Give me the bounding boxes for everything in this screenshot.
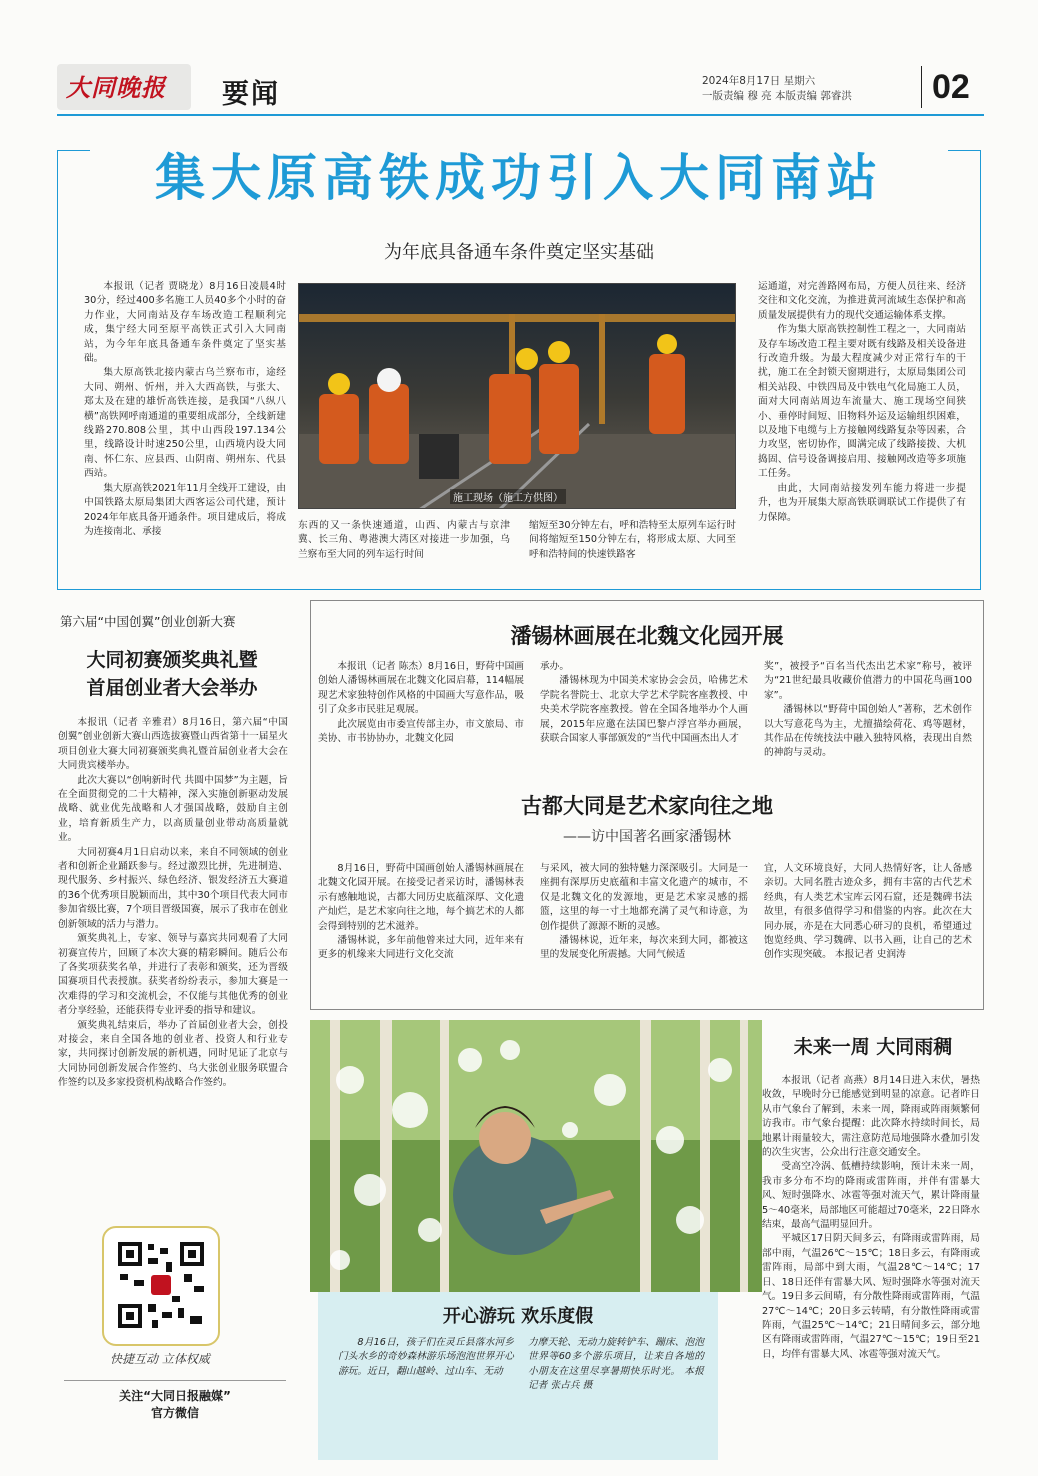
paragraph: 承办。 — [540, 661, 570, 672]
article-column — [540, 660, 748, 746]
paragraph: 运通道，对完善路网布局，方便人员往来、经济交往和文化交流，为推进黄河流域生态保护和高质量发展提供有力的现代交通运输体系支撑。 — [758, 281, 966, 321]
paragraph: 潘锡林以“野荷中国创始人”著称，艺术创作以大写意花鸟为主，尤擅描绘荷花、鸡等题材，其作品在传统技法中融入独特风格，表现出自然的神韵与灵动。 — [764, 704, 972, 759]
qr-code[interactable] — [104, 1228, 218, 1344]
paragraph: 颁奖典礼结束后，举办了首届创业者大会，创投对接会，来自全国各地的创业者、投资人和行业专家，共同探讨创新发展的新机遇，同时见证了北京与大同协同创新发展合作签约、乌大张创业服务联盟合作签约以及多家投资机构战略合作签约。 — [58, 1019, 288, 1089]
paragraph: 本报讯（记者 辛雅君）8月16日，第六届“中国创翼”创业创新大赛山西选拔赛暨山西省第十一届星火项目创业大赛大同初赛颁奖典礼暨首届创业者大会在大同贵宾楼举办。 — [58, 717, 288, 772]
lead-column-3 — [529, 519, 736, 562]
paragraph: 东西的又一条快速通道，山西、内蒙古与京津冀、长三角、粤港澳大湾区对接进一步加强，乌兰察布至大同的列车运行时间 — [298, 520, 510, 560]
article-body — [58, 716, 288, 1091]
paragraph: 8月16日，野荷中国画创始人潘锡林画展在北魏文化园开展。在接受记者采访时，潘锡林表示有感触地说，古都大同历史底蕴深厚、文化遗产灿烂，是艺术家向往之地，每个搞艺术的人都会得到特别的艺术滋养。 — [318, 863, 524, 932]
photo-caption-column — [338, 1336, 514, 1379]
paragraph: 此次展览由市委宣传部主办，市文旅局、市美协、市书协协办，北魏文化园 — [318, 718, 524, 745]
paragraph: 潘锡林现为中国美术家协会会员，哈佛艺术学院名誉院士、北京大学艺术学院客座教授、中央美术学院客座教授。曾在全国各地举办个人画展，2015年应邀在法国巴黎卢浮宫举办画展，获联合国家人事部颁发的“当代中国画杰出人才 — [540, 675, 748, 745]
paragraph: 缩短至30分钟左右，呼和浩特至太原列车运行时间将缩短至150分钟左右，将形成太原、大同至呼和浩特间的快速铁路客 — [529, 520, 736, 560]
paragraph: 此次大赛以“创响新时代 共圆中国梦”为主题，旨在全面贯彻党的二十大精神，深入实施创新驱动发展战略、就业优先战略和人才强国战略，鼓励自主创业，培育新质生产力，以高质量创业带动高质量就业。 — [58, 774, 288, 844]
lead-headline: 集大原高铁成功引入大同南站 — [155, 149, 883, 207]
masthead-rule — [57, 114, 984, 116]
promo-follow — [64, 1388, 286, 1422]
article-headline: 未来一周 大同雨稠 — [793, 1036, 953, 1058]
article-column — [318, 862, 524, 963]
promo-divider — [64, 1380, 286, 1381]
paragraph: 受高空冷涡、低槽持续影响，预计未来一周，我市多分布不均的降雨或雷阵雨，并伴有雷暴大风、短时强降水、冰雹等强对流天气，累计降雨量5～40毫米，局部地区可能超过70毫米，22日降水结束，最高气温明显回升。 — [762, 1161, 980, 1231]
article-column — [318, 660, 524, 746]
headline-line: 大同初赛颁奖典礼暨 — [86, 649, 258, 671]
paragraph: 本报讯（记者 陈杰）8月16日，野荷中国画创始人潘锡林画展在北魏文化园启幕，114幅展现艺术家独特创作风格的中国画大写意作品，吸引了众多市民驻足观展。 — [318, 661, 524, 716]
lead-subheadline: 为年底具备通车条件奠定坚实基础 — [384, 242, 654, 263]
page-number: 02 — [932, 68, 970, 106]
issue-date: 2024年8月17日 星期六 — [702, 75, 816, 87]
paragraph: 奖”，被授予“百名当代杰出艺术家”称号，被评为“21世纪最具收藏价值潜力的中国花鸟画100家”。 — [764, 661, 972, 701]
article-column — [764, 862, 972, 963]
dateline — [702, 74, 852, 104]
paragraph: 本报讯（记者 贾晓龙）8月16日凌晨4时30分，经过400多名施工人员40多个小时的奋力作业，大同南站及存车场改造工程顺利完成，集宁经大同至原平高铁正式引入大同南站，为今年年底具备通车条件奠定了坚实基础。 — [84, 281, 286, 365]
editor-credits: 一版责编 穆 亮 本版责编 郭睿洪 — [702, 90, 852, 102]
lead-column-2 — [298, 519, 510, 562]
paragraph: 平城区17日阴天间多云，有降雨或雷阵雨，局部中雨，气温26℃～15℃；18日多云，有降雨或雷阵雨，局部中到大雨，气温28℃～14℃；17日、18日还伴有雷暴大风、短时强降水等强对流天气。19日多云间晴，有分散性降雨或雷阵雨，气温27℃～14℃；20日多云转晴，有分散性降雨或雷阵雨，气温25℃～14℃；21日晴间多云，部分地区有降雨或雷阵雨，气温27℃～15℃；19日至21日，均伴有雷暴大风、冰雹等强对流天气。 — [762, 1233, 980, 1360]
paragraph: 集大原高铁2021年11月全线开工建设，由中国铁路太原局集团大西客运公司代建，预计2024年年底具备开通条件。项目建成后，将成为连接南北、承接 — [84, 482, 286, 537]
section-title: 要闻 — [222, 79, 280, 110]
paragraph: 大同初赛4月1日启动以来，来自不同领域的创业者和创新企业踊跃参与。经过激烈比拼，先进制造、现代服务、乡村振兴、绿色经济、银发经济五大赛道的36个优秀项目脱颖而出，其中30个项目代表大同市参加省级比赛，7个项目晋级国赛，展示了我市在创业创新领域的活力与潜力。 — [58, 846, 288, 930]
construction-photo — [298, 283, 736, 509]
paragraph: 集大原高铁北接内蒙古乌兰察布市，途经大同、朔州、忻州，并入大西高铁，与张大、郑太及在建的雄忻高铁连接，是我国“八纵八横”高铁网呼南通道的重要组成部分，全线新建线路270.808公里，其中山西段197.134公里，线路设计时速250公里，山西境内设大同南、怀仁东、应县西、山阴南、朔州东、代县西站。 — [84, 367, 286, 480]
bubble-park-photo — [310, 1020, 762, 1292]
paragraph: 本报讯（记者 高燕）8月14日进入末伏，暑热收敛，早晚时分已能感觉到明显的凉意。记者昨日从市气象台了解到，未来一周，降雨或阵雨频繁伺访我市。市气象台提醒：此次降水持续时间长，局地累计雨量较大，需注意防范局地强降水叠加引发的次生灾害，公众出行注意交通安全。 — [762, 1075, 980, 1159]
article-headline: 古都大同是艺术家向往之地 — [521, 793, 773, 818]
article-headline: 潘锡林画展在北魏文化园开展 — [510, 623, 784, 648]
photo-caption-column — [528, 1336, 704, 1394]
qr-code-frame — [102, 1226, 220, 1346]
paragraph: 潘锡林说，多年前他曾来过大同，近年来有更多的机缘来大同进行文化交流 — [318, 935, 524, 961]
newspaper-logo: 大同晚报 — [66, 73, 166, 102]
article-column — [540, 862, 748, 963]
promo-slogan: 快捷互动 立体权威 — [110, 1352, 210, 1366]
paragraph: 力摩天轮、无动力旋转铲车、蹦床、泡泡世界等60多个游乐项目，让来自各地的小朋友在这里尽享暑期快乐时光。 本报记者 张占兵 摄 — [528, 1337, 704, 1392]
construction-night-scene — [299, 284, 736, 509]
article-headline — [56, 646, 288, 702]
headline-line: 首届创业者大会举办 — [86, 677, 258, 699]
article-body — [762, 1074, 980, 1362]
photo-caption-title: 开心游玩 欢乐度假 — [442, 1306, 594, 1327]
article-kicker: 第六届“中国创翼”创业创新大赛 — [60, 614, 236, 629]
article-subheadline: ——访中国著名画家潘锡林 — [563, 829, 731, 845]
paragraph: 作为集大原高铁控制性工程之一，大同南站及存车场改造工程主要对既有线路及相关设备进行改造升级。为最大程度减少对正常行车的干扰，施工在全封锁天窗期进行，太原局集团公司相关站段、中铁四局及中铁电气化局施工人员，面对大同南站周边车流量大、施工现场空间狭小、垂停时间短、旧物料外运及运输组织困难，以及地下电缆与上方接触网线路复杂等因素，合力攻坚，密切协作，圆满完成了线路接拨、大机捣固、信号设备调接启用、接触网改造等多项施工任务。 — [758, 324, 966, 480]
follow-text: 官方微信 — [150, 1406, 199, 1420]
lead-column-1 — [84, 280, 286, 539]
paragraph: 宜，人文环境良好，大同人热情好客，让人备感亲切。大同名胜古迹众多，拥有丰富的古代艺术经典，有人类艺术宝库云冈石窟，还是魏碑书法故里，有很多值得学习和借鉴的内容。此次在大同办展，亦是在大同悉心研习的良机，希望通过饱览经典、学习魏碑、以书入画，让自己的艺术创作实现突破。 本报记者 史润涛 — [764, 863, 972, 961]
forest-bubble-scene — [310, 1020, 762, 1292]
article-column — [764, 660, 972, 761]
paragraph: 潘锡林说，近年来，每次来到大同，都被这里的发展变化所震撼。大同气候适 — [540, 935, 748, 961]
masthead-divider — [921, 66, 922, 108]
lead-column-4 — [758, 280, 966, 525]
paragraph: 由此，大同南站接发列车能力将进一步提升，也为开展集大原高铁联调联试工作提供了有力保障。 — [758, 482, 966, 523]
paragraph: 颁奖典礼上，专家、领导与嘉宾共同观看了大同初赛宣传片，回顾了本次大赛的精彩瞬间。随后公布了各奖项获奖名单，并进行了表彰和颁奖，还为晋级国赛项目代表授旗。获奖者纷纷表示，参加大赛是一次难得的学习和交流机会，不仅能与其他优秀的创业者分享经验，还能获得专业评委的指导和建议。 — [58, 933, 288, 1017]
follow-text: 关注“大同日报融媒” — [119, 1389, 231, 1403]
paragraph: 8月16日，孩子们在灵丘县落水河乡门头水乡的奇妙森林游乐场泡泡世界开心游玩。近日，翻山越岭、过山车、无动 — [338, 1337, 514, 1377]
paragraph: 与采风，被大同的独特魅力深深吸引。大同是一座拥有深厚历史底蕴和丰富文化遗产的城市，不仅是北魏文化的发源地，更是艺术家灵感的摇篮，这里的每一寸土地都充满了灵气和诗意，为创作提供了源源不断的灵感。 — [540, 863, 748, 932]
photo-caption: 施工现场（施工方供图） — [450, 489, 566, 504]
